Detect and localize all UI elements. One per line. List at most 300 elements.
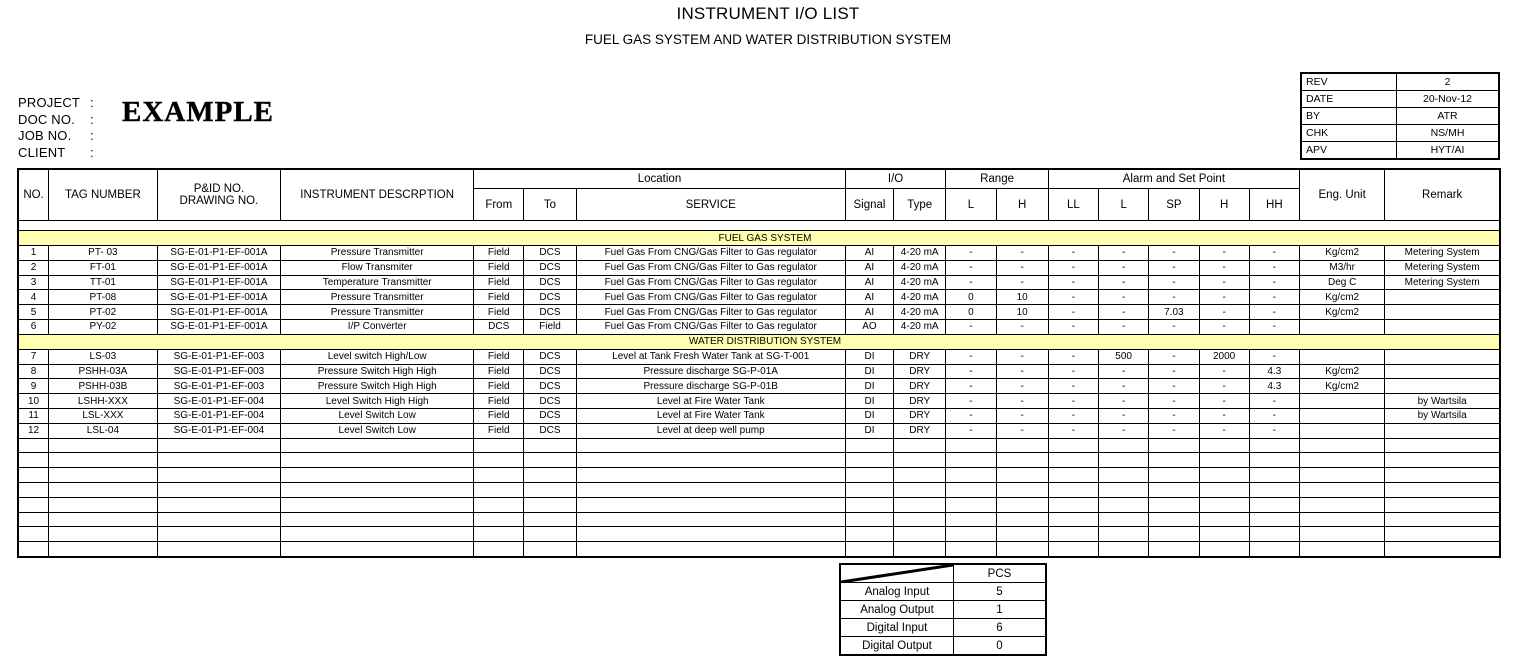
col-header-alarm-l: L: [1099, 189, 1149, 221]
project-info-row-job-no: [18, 128, 110, 145]
row-cell-description: Pressure Switch High High: [281, 379, 474, 394]
row-cell-description: Temperature Transmitter: [281, 275, 474, 290]
summary-label: Analog Output: [841, 601, 954, 619]
row-cell-signal: [845, 497, 893, 512]
row-cell-alarm-l: [1099, 497, 1149, 512]
table-row-empty[interactable]: [19, 497, 1500, 512]
row-cell-service: [576, 468, 845, 483]
row-cell-service: Fuel Gas From CNG/Gas Filter to Gas regulator: [576, 275, 845, 290]
row-cell-alarm-hh: -: [1249, 423, 1299, 438]
summary-row: [841, 637, 1046, 655]
row-cell-alarm-h: -: [1199, 305, 1249, 320]
row-cell-tag-number: PY-02: [49, 319, 158, 334]
table-row[interactable]: [19, 408, 1500, 423]
row-cell-pid-no: SG-E-01-P1-EF-001A: [157, 319, 281, 334]
row-cell-alarm-ll: [1048, 453, 1098, 468]
row-cell-no: 12: [19, 423, 49, 438]
row-cell-from: Field: [474, 408, 524, 423]
row-cell-description: Level Switch Low: [281, 423, 474, 438]
row-cell-alarm-l: -: [1099, 394, 1149, 409]
row-cell-no: [19, 453, 49, 468]
row-cell-alarm-hh: -: [1249, 349, 1299, 364]
row-cell-description: [281, 453, 474, 468]
row-cell-pid-no: SG-E-01-P1-EF-001A: [157, 260, 281, 275]
row-cell-pid-no: [157, 453, 281, 468]
row-cell-tag-number: [49, 527, 158, 542]
row-cell-alarm-ll: [1048, 482, 1098, 497]
row-cell-alarm-sp: -: [1149, 319, 1199, 334]
row-cell-service: Level at Fire Water Tank: [576, 408, 845, 423]
row-cell-range-l: -: [946, 275, 996, 290]
row-cell-range-h: -: [996, 319, 1048, 334]
row-cell-pid-no: SG-E-01-P1-EF-001A: [157, 290, 281, 305]
row-cell-alarm-ll: -: [1048, 246, 1098, 261]
row-cell-pid-no: SG-E-01-P1-EF-003: [157, 379, 281, 394]
row-cell-pid-no: SG-E-01-P1-EF-004: [157, 394, 281, 409]
row-cell-alarm-l: -: [1099, 290, 1149, 305]
table-row-empty[interactable]: [19, 542, 1500, 557]
row-cell-eng-unit: M3/hr: [1299, 260, 1384, 275]
row-cell-alarm-sp: -: [1149, 260, 1199, 275]
row-cell-range-h: [996, 438, 1048, 453]
revision-key: APV: [1302, 142, 1397, 159]
row-cell-no: 11: [19, 408, 49, 423]
table-row-empty[interactable]: [19, 512, 1500, 527]
summary-label: Digital Output: [841, 637, 954, 655]
row-cell-type: DRY: [894, 408, 946, 423]
row-cell-no: 5: [19, 305, 49, 320]
row-cell-alarm-h: [1199, 438, 1249, 453]
row-cell-service: Level at Fire Water Tank: [576, 394, 845, 409]
summary-header-row: [841, 565, 1046, 583]
row-cell-from: Field: [474, 349, 524, 364]
row-cell-from: [474, 527, 524, 542]
row-cell-to: DCS: [524, 275, 576, 290]
row-cell-tag-number: [49, 438, 158, 453]
row-cell-alarm-hh: [1249, 453, 1299, 468]
row-cell-alarm-hh: -: [1249, 290, 1299, 305]
row-cell-to: DCS: [524, 379, 576, 394]
table-row[interactable]: [19, 260, 1500, 275]
project-info-row-client: [18, 145, 110, 162]
row-cell-range-h: [996, 497, 1048, 512]
row-cell-service: [576, 512, 845, 527]
row-cell-from: Field: [474, 364, 524, 379]
row-cell-range-l: [946, 512, 996, 527]
diagonal-slash-icon: [841, 565, 954, 583]
row-cell-service: Fuel Gas From CNG/Gas Filter to Gas regulator: [576, 305, 845, 320]
row-cell-range-l: -: [946, 349, 996, 364]
row-cell-no: [19, 497, 49, 512]
row-cell-service: [576, 542, 845, 557]
row-cell-description: Flow Transmiter: [281, 260, 474, 275]
row-cell-alarm-ll: -: [1048, 319, 1098, 334]
col-header-remark: Remark: [1385, 170, 1500, 221]
row-cell-range-h: -: [996, 408, 1048, 423]
col-header-no: NO.: [19, 170, 49, 221]
row-cell-remark: [1385, 319, 1500, 334]
row-cell-to: DCS: [524, 423, 576, 438]
row-cell-description: Pressure Transmitter: [281, 305, 474, 320]
row-cell-alarm-sp: -: [1149, 408, 1199, 423]
table-row[interactable]: [19, 275, 1500, 290]
project-colon: :: [90, 95, 94, 110]
table-row[interactable]: [19, 379, 1500, 394]
row-cell-type: [894, 438, 946, 453]
row-cell-to: [524, 527, 576, 542]
row-cell-no: 9: [19, 379, 49, 394]
row-cell-service: Pressure discharge SG-P-01A: [576, 364, 845, 379]
row-cell-alarm-ll: [1048, 438, 1098, 453]
row-cell-alarm-ll: -: [1048, 349, 1098, 364]
row-cell-alarm-hh: -: [1249, 319, 1299, 334]
page-title: INSTRUMENT I/O LIST: [676, 4, 860, 23]
revision-value: NS/MH: [1397, 125, 1499, 142]
row-cell-range-l: [946, 542, 996, 557]
row-cell-description: [281, 482, 474, 497]
row-cell-eng-unit: Kg/cm2: [1299, 379, 1384, 394]
row-cell-tag-number: [49, 512, 158, 527]
row-cell-remark: Metering System: [1385, 275, 1500, 290]
row-cell-alarm-sp: [1149, 482, 1199, 497]
row-cell-tag-number: TT-01: [49, 275, 158, 290]
row-cell-remark: [1385, 305, 1500, 320]
row-cell-range-l: -: [946, 246, 996, 261]
instrument-io-table: [17, 168, 1501, 558]
row-cell-alarm-h: [1199, 542, 1249, 557]
row-cell-range-h: -: [996, 423, 1048, 438]
row-cell-alarm-ll: [1048, 512, 1098, 527]
table-row[interactable]: [19, 290, 1500, 305]
row-cell-alarm-sp: 7.03: [1149, 305, 1199, 320]
row-cell-alarm-sp: -: [1149, 394, 1199, 409]
row-cell-to: Field: [524, 319, 576, 334]
row-cell-range-l: [946, 497, 996, 512]
row-cell-alarm-l: [1099, 527, 1149, 542]
row-cell-signal: [845, 438, 893, 453]
row-cell-description: Pressure Transmitter: [281, 246, 474, 261]
group-header-range: Range: [946, 170, 1048, 189]
row-cell-alarm-hh: -: [1249, 394, 1299, 409]
row-cell-alarm-ll: [1048, 497, 1098, 512]
row-cell-signal: AI: [845, 246, 893, 261]
row-cell-alarm-ll: -: [1048, 423, 1098, 438]
row-cell-eng-unit: [1299, 438, 1384, 453]
row-cell-signal: AI: [845, 290, 893, 305]
row-cell-alarm-l: 500: [1099, 349, 1149, 364]
row-cell-alarm-l: -: [1099, 379, 1149, 394]
row-cell-remark: [1385, 438, 1500, 453]
row-cell-pid-no: [157, 482, 281, 497]
row-cell-description: [281, 512, 474, 527]
row-cell-no: 7: [19, 349, 49, 364]
col-header-alarm-ll: LL: [1048, 189, 1098, 221]
row-cell-range-h: -: [996, 260, 1048, 275]
row-cell-alarm-h: -: [1199, 260, 1249, 275]
row-cell-type: DRY: [894, 349, 946, 364]
section-banner-row: [19, 231, 1500, 246]
row-cell-from: DCS: [474, 319, 524, 334]
row-cell-alarm-hh: -: [1249, 305, 1299, 320]
row-cell-range-l: -: [946, 408, 996, 423]
col-header-eng-unit: Eng. Unit: [1299, 170, 1384, 221]
row-cell-alarm-hh: [1249, 468, 1299, 483]
row-cell-service: Pressure discharge SG-P-01B: [576, 379, 845, 394]
row-cell-to: [524, 542, 576, 557]
table-row-empty[interactable]: [19, 468, 1500, 483]
row-cell-from: Field: [474, 275, 524, 290]
row-cell-alarm-h: -: [1199, 408, 1249, 423]
project-label: PROJECT: [18, 95, 81, 110]
row-cell-pid-no: SG-E-01-P1-EF-004: [157, 408, 281, 423]
row-cell-alarm-hh: 4.3: [1249, 379, 1299, 394]
group-header-io: I/O: [845, 170, 945, 189]
col-header-service: SERVICE: [576, 189, 845, 221]
row-cell-remark: [1385, 497, 1500, 512]
job-no-colon: :: [90, 128, 94, 143]
row-cell-alarm-sp: -: [1149, 379, 1199, 394]
row-cell-tag-number: PT- 03: [49, 246, 158, 261]
row-cell-range-h: -: [996, 394, 1048, 409]
row-cell-tag-number: FT-01: [49, 260, 158, 275]
row-cell-alarm-hh: [1249, 527, 1299, 542]
row-cell-from: Field: [474, 246, 524, 261]
row-cell-alarm-sp: -: [1149, 423, 1199, 438]
row-cell-no: [19, 512, 49, 527]
row-cell-no: [19, 542, 49, 557]
row-cell-range-l: -: [946, 379, 996, 394]
row-cell-to: DCS: [524, 246, 576, 261]
row-cell-signal: DI: [845, 379, 893, 394]
project-info-row-project: [18, 95, 110, 112]
row-cell-tag-number: LSL-04: [49, 423, 158, 438]
row-cell-from: [474, 468, 524, 483]
row-cell-signal: [845, 468, 893, 483]
col-header-type: Type: [894, 189, 946, 221]
row-cell-range-h: [996, 527, 1048, 542]
row-cell-signal: [845, 512, 893, 527]
revision-key: DATE: [1302, 91, 1397, 108]
row-cell-range-l: [946, 482, 996, 497]
col-header-tag-number: TAG NUMBER: [49, 170, 158, 221]
row-cell-alarm-h: -: [1199, 319, 1249, 334]
row-cell-range-h: -: [996, 379, 1048, 394]
revision-value: ATR: [1397, 108, 1499, 125]
row-cell-alarm-h: [1199, 482, 1249, 497]
row-cell-type: [894, 453, 946, 468]
row-cell-no: [19, 438, 49, 453]
row-cell-signal: AI: [845, 275, 893, 290]
col-header-pid-no-line1: P&ID NO.: [193, 183, 245, 195]
table-row-empty[interactable]: [19, 527, 1500, 542]
revision-key: CHK: [1302, 125, 1397, 142]
row-cell-alarm-l: -: [1099, 423, 1149, 438]
row-cell-remark: by Wartsila: [1385, 408, 1500, 423]
row-cell-alarm-hh: [1249, 438, 1299, 453]
row-cell-to: DCS: [524, 260, 576, 275]
col-header-from: From: [474, 189, 524, 221]
row-cell-remark: [1385, 423, 1500, 438]
row-cell-alarm-h: -: [1199, 246, 1249, 261]
row-cell-from: [474, 512, 524, 527]
row-cell-to: DCS: [524, 364, 576, 379]
row-cell-alarm-l: [1099, 453, 1149, 468]
row-cell-type: 4-20 mA: [894, 290, 946, 305]
row-cell-from: [474, 542, 524, 557]
row-cell-description: [281, 497, 474, 512]
row-cell-eng-unit: [1299, 497, 1384, 512]
row-cell-tag-number: PSHH-03B: [49, 379, 158, 394]
row-cell-from: [474, 482, 524, 497]
table-row-empty[interactable]: [19, 482, 1500, 497]
row-cell-type: [894, 542, 946, 557]
row-cell-alarm-l: [1099, 512, 1149, 527]
row-cell-alarm-l: -: [1099, 305, 1149, 320]
row-cell-range-l: [946, 438, 996, 453]
col-header-to: To: [524, 189, 576, 221]
row-cell-type: [894, 497, 946, 512]
table-row[interactable]: [19, 364, 1500, 379]
row-cell-pid-no: [157, 468, 281, 483]
row-cell-alarm-h: [1199, 453, 1249, 468]
row-cell-service: Fuel Gas From CNG/Gas Filter to Gas regulator: [576, 246, 845, 261]
example-stamp: EXAMPLE: [122, 96, 274, 128]
row-cell-no: 2: [19, 260, 49, 275]
row-cell-range-h: -: [996, 364, 1048, 379]
row-cell-service: [576, 527, 845, 542]
row-cell-alarm-ll: -: [1048, 290, 1098, 305]
row-cell-tag-number: [49, 482, 158, 497]
row-cell-range-l: [946, 527, 996, 542]
row-cell-signal: AI: [845, 305, 893, 320]
row-cell-alarm-l: -: [1099, 275, 1149, 290]
section-banner-cell: [19, 334, 1500, 349]
revision-value: HYT/AI: [1397, 142, 1499, 159]
row-cell-pid-no: [157, 438, 281, 453]
group-header-location: Location: [474, 170, 846, 189]
row-cell-range-l: -: [946, 394, 996, 409]
row-cell-eng-unit: [1299, 468, 1384, 483]
row-cell-alarm-h: -: [1199, 364, 1249, 379]
col-header-signal: Signal: [845, 189, 893, 221]
section-banner-row: [19, 334, 1500, 349]
table-row[interactable]: [19, 246, 1500, 261]
row-cell-alarm-h: 2000: [1199, 349, 1249, 364]
summary-row: [841, 601, 1046, 619]
row-cell-alarm-h: [1199, 512, 1249, 527]
io-count-summary-table: [839, 563, 1047, 656]
table-row[interactable]: [19, 319, 1500, 334]
row-cell-eng-unit: [1299, 482, 1384, 497]
row-cell-alarm-sp: [1149, 542, 1199, 557]
row-cell-eng-unit: Kg/cm2: [1299, 290, 1384, 305]
table-row-empty[interactable]: [19, 438, 1500, 453]
summary-label: Analog Input: [841, 583, 954, 601]
row-cell-eng-unit: [1299, 453, 1384, 468]
row-cell-range-l: -: [946, 423, 996, 438]
col-header-alarm-hh: HH: [1249, 189, 1299, 221]
row-cell-range-h: 10: [996, 305, 1048, 320]
summary-count: 0: [954, 637, 1046, 655]
row-cell-range-l: 0: [946, 290, 996, 305]
row-cell-no: 4: [19, 290, 49, 305]
page-subtitle: FUEL GAS SYSTEM AND WATER DISTRIBUTION SYSTEM: [584, 32, 952, 47]
row-cell-alarm-ll: -: [1048, 379, 1098, 394]
row-cell-remark: Metering System: [1385, 246, 1500, 261]
row-cell-signal: DI: [845, 423, 893, 438]
project-info-row-doc-no: [18, 112, 110, 129]
row-cell-service: Fuel Gas From CNG/Gas Filter to Gas regulator: [576, 290, 845, 305]
section-banner-cell: [19, 231, 1500, 246]
table-row[interactable]: [19, 349, 1500, 364]
row-cell-description: Pressure Switch High High: [281, 364, 474, 379]
table-row[interactable]: [19, 305, 1500, 320]
row-cell-service: Level at Tank Fresh Water Tank at SG-T-001: [576, 349, 845, 364]
row-cell-type: 4-20 mA: [894, 319, 946, 334]
row-cell-tag-number: LS-03: [49, 349, 158, 364]
row-cell-remark: [1385, 527, 1500, 542]
row-cell-range-h: -: [996, 349, 1048, 364]
row-cell-alarm-hh: 4.3: [1249, 364, 1299, 379]
revision-table: [1301, 73, 1499, 159]
row-cell-tag-number: PSHH-03A: [49, 364, 158, 379]
col-header-pid-no-line2: DRAWING NO.: [179, 195, 259, 207]
row-cell-to: DCS: [524, 394, 576, 409]
row-cell-from: Field: [474, 394, 524, 409]
table-row-empty[interactable]: [19, 453, 1500, 468]
row-cell-alarm-hh: [1249, 512, 1299, 527]
row-cell-eng-unit: [1299, 349, 1384, 364]
row-cell-remark: [1385, 542, 1500, 557]
table-row[interactable]: [19, 423, 1500, 438]
row-cell-type: [894, 482, 946, 497]
row-cell-tag-number: PT-08: [49, 290, 158, 305]
row-cell-signal: [845, 482, 893, 497]
row-cell-alarm-ll: [1048, 468, 1098, 483]
revision-key: REV: [1302, 74, 1397, 91]
row-cell-signal: [845, 453, 893, 468]
row-cell-type: DRY: [894, 394, 946, 409]
table-row[interactable]: [19, 394, 1500, 409]
row-cell-description: Pressure Transmitter: [281, 290, 474, 305]
row-cell-to: [524, 497, 576, 512]
row-cell-alarm-h: -: [1199, 275, 1249, 290]
row-cell-pid-no: [157, 542, 281, 557]
revision-value: 2: [1397, 74, 1499, 91]
row-cell-alarm-h: -: [1199, 290, 1249, 305]
row-cell-alarm-l: [1099, 542, 1149, 557]
revision-row: [1302, 108, 1499, 125]
row-cell-from: Field: [474, 260, 524, 275]
row-cell-alarm-sp: -: [1149, 364, 1199, 379]
col-header-range-l: L: [946, 189, 996, 221]
row-cell-alarm-sp: -: [1149, 275, 1199, 290]
row-cell-range-l: -: [946, 260, 996, 275]
row-cell-alarm-sp: [1149, 497, 1199, 512]
row-cell-no: 6: [19, 319, 49, 334]
row-cell-alarm-ll: -: [1048, 394, 1098, 409]
row-cell-eng-unit: [1299, 423, 1384, 438]
summary-count: 6: [954, 619, 1046, 637]
row-cell-remark: by Wartsila: [1385, 394, 1500, 409]
row-cell-remark: [1385, 379, 1500, 394]
row-cell-no: [19, 482, 49, 497]
row-cell-range-h: -: [996, 246, 1048, 261]
row-cell-service: [576, 438, 845, 453]
row-cell-alarm-ll: [1048, 527, 1098, 542]
row-cell-alarm-ll: [1048, 542, 1098, 557]
row-cell-from: [474, 438, 524, 453]
